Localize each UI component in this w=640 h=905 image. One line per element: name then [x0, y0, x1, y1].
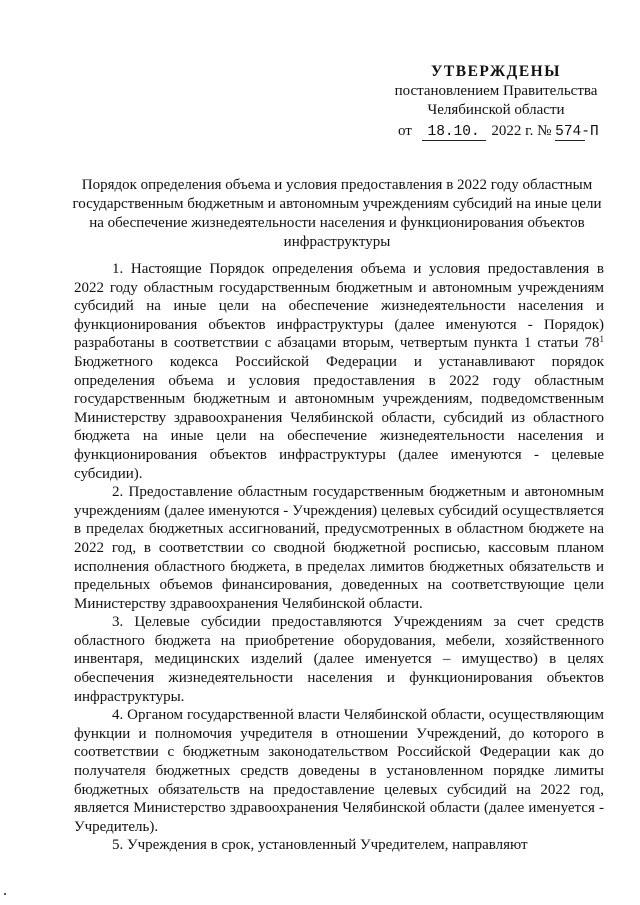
paragraph-1-text-b: Бюджетного кодекса Российской Федерации и устанавливают порядок определения объема и условия предоставления в 2022 году областным государственным бюджетным и автономным учреждениям, подведомственным Министерству здравоохранения Челябинской области, субсидий из областного бюджета на иные цели на обеспечение жизнедеятельности населения и функционирования объектов инфраструктуры (далее именуются - целевые субсидии). — [74, 353, 604, 482]
approved-region-line: Челябинской области — [427, 102, 565, 118]
approval-date: 18.10. — [422, 124, 486, 141]
document-title: Порядок определения объема и условия предоставления в 2022 году областным государственным бюджетным и автономным учреждениям субсидий на иные цели на обеспечение жизнедеятельности населения и функционирования объектов инфраструктуры — [72, 177, 602, 250]
approval-number: 574-П — [555, 124, 599, 140]
year-number-label: 2022 г. № — [491, 123, 552, 139]
paragraph-5: 5. Учреждения в срок, установленный Учредителем, направляют — [112, 837, 528, 854]
paragraph-1-superscript: 1 — [599, 334, 604, 345]
paragraph-4: 4. Органом государственной власти Челябинской области, осуществляющим функции и полномочия учредителя в отношении Учреждений, до которого в соответствии с бюджетным законодательством Российской Федерации как до получателя бюджетных средств доведены в установленном порядке лимиты бюджетных обязательств на предоставление целевых субсидий на 2022 год, является Министерство здравоохранения Челябинской области (далее именуется - Учредитель). — [74, 707, 604, 835]
approval-date-line — [376, 121, 616, 141]
paragraph-1-text-a: 1. Настоящие Порядок определения объема и условия предоставления в 2022 году областным государственным бюджетным и автономным учреждениям субсидий на иные цели на обеспечение жизнедеятельности населения и функционирования объектов инфраструктуры (далее именуются - Порядок) разработаны в соответствии с абзацами вторым, четвертым пункта 1 статьи 78 — [74, 261, 604, 352]
paragraph-2: 2. Предоставление областным государственным бюджетным и автономным учреждениям (далее именуются - Учреждения) целевых субсидий осуществляется в пределах бюджетных ассигнований, предусмотренных в областном бюджете на 2022 год, в соответствии со сводной бюджетной росписью, кассовым планом исполнения областного бюджета, в пределах лимитов бюджетных обязательств и предельных объемов финансирования, доведенных на соответствующие цели Министерству здравоохранения Челябинской области. — [74, 484, 604, 612]
from-label: от — [398, 123, 412, 139]
approval-stamp-block — [376, 62, 616, 141]
scan-speck — [4, 893, 6, 895]
approved-heading: УТВЕРЖДЕНЫ — [431, 63, 561, 80]
document-body — [74, 260, 604, 855]
paragraph-1 — [74, 260, 604, 483]
approved-by-line: постановлением Правительства — [394, 83, 598, 99]
paragraph-3: 3. Целевые субсидии предоставляются Учреждениям за счет средств областного бюджета на приобретение оборудования, мебели, хозяйственного инвентаря, медицинских изделий (далее именуется – имущество) в целях обеспечения жизнедеятельности населения и функционирования объектов инфраструктуры. — [74, 614, 604, 705]
